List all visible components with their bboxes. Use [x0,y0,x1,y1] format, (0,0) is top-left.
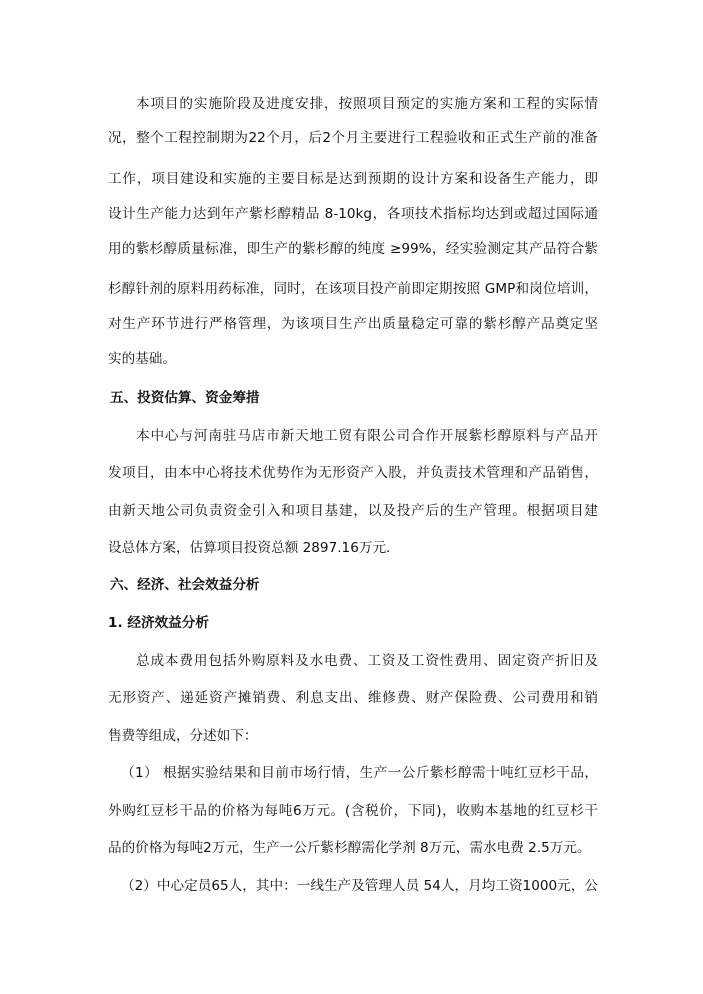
section-heading-investment: 五、投资估算、资金筹措 [110,390,260,406]
paragraph-line: 发项目，由本中心将技术优势作为无形资产入股，并负责技术管理和产品销售， [108,465,598,481]
paragraph-line: 况，整个工程控制期为22个月，后2个月主要进行工程验收和正式生产前的准备 [108,130,598,146]
list-item-line: 外购红豆杉干品的价格为每吨6万元。(含税价，下同)，收购本基地的红豆杉干 [108,803,598,819]
paragraph-line: 设总体方案，估算项目投资总额 2897.16万元. [108,540,391,556]
list-item-line: （1） 根据实验结果和目前市场行情，生产一公斤紫杉醇需十吨红豆杉干品， [121,765,598,781]
paragraph-line: 售费等组成，分述如下： [108,728,258,744]
subsection-heading-economic-benefit: 1. 经济效益分析 [108,615,209,631]
list-item-line: （2）中心定员65人，其中：一线生产及管理人员 54人，月均工资1000元，公 [121,878,598,894]
section-heading-benefit-analysis: 六、经济、社会效益分析 [110,577,260,593]
paragraph-line: 本中心与河南驻马店市新天地工贸有限公司合作开展紫杉醇原料与产品开 [136,428,598,444]
list-item-line: 品的价格为每吨2万元，生产一公斤紫杉醇需化学剂 8万元，需水电费 2.5万元。 [108,840,591,856]
paragraph-line: 设计生产能力达到年产紫杉醇精品 8-10kg，各项技术指标均达到或超过国际通 [108,206,598,222]
paragraph-line: 工作，项目建设和实施的主要目标是达到预期的设计方案和设备生产能力，即 [108,171,598,187]
paragraph-line: 对生产环节进行严格管理，为该项目生产出质量稳定可靠的紫杉醇产品奠定坚 [108,316,598,332]
paragraph-line: 本项目的实施阶段及进度安排，按照项目预定的实施方案和工程的实际情 [136,96,598,112]
paragraph-line: 实的基础。 [108,351,176,367]
paragraph-line: 无形资产、递延资产摊销费、利息支出、维修费、财产保险费、公司费用和销 [108,690,598,706]
paragraph-line: 由新天地公司负责资金引入和项目基建，以及投产后的生产管理。根据项目建 [108,503,598,519]
paragraph-line: 杉醇针剂的原料用药标准，同时，在该项目投产前即定期按照 GMP和岗位培训， [108,281,598,297]
paragraph-line: 总成本费用包括外购原料及水电费、工资及工资性费用、固定资产折旧及 [136,653,598,669]
paragraph-line: 用的紫杉醇质量标准，即生产的紫杉醇的纯度 ≥99%，经实验测定其产品符合紫 [108,241,598,257]
